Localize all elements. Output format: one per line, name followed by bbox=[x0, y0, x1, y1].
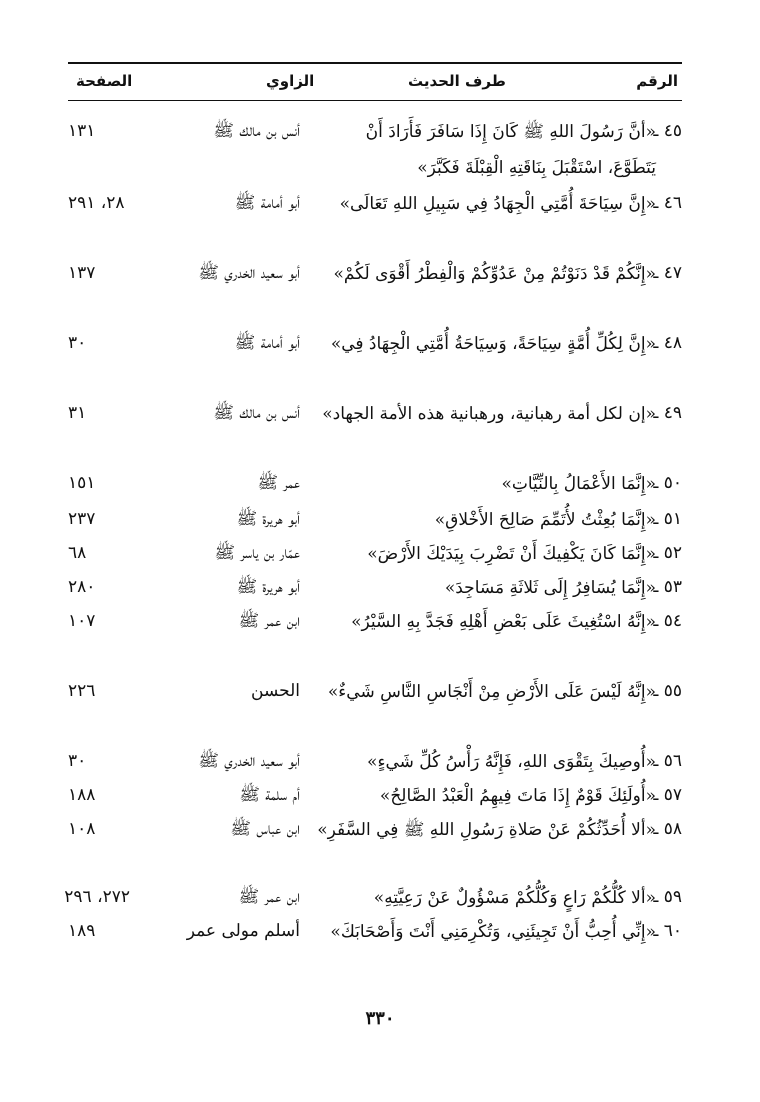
row-number: ٤٦ ـ bbox=[653, 193, 682, 213]
narrator: أبو أمامة ﷺ bbox=[234, 193, 300, 213]
hadith-text: «إِنَّمَا بُعِثْتُ لأُتَمِّمَ صَالِحَ الأَخْلاقِ» bbox=[434, 510, 656, 530]
narrator: أبو سعيد الخدري ﷺ bbox=[198, 263, 300, 283]
page-ref: ٢٨٠ bbox=[68, 577, 96, 597]
narrator: ابن عمر ﷺ bbox=[238, 887, 300, 907]
row-number: ٥٩ ـ bbox=[653, 887, 682, 907]
row-number: ٥٧ ـ bbox=[653, 785, 682, 805]
page-ref: ١٨٩ bbox=[68, 921, 96, 941]
hadith-text: «إِنَّمَا يُسَافِرُ إِلَى ثَلاثَةِ مَسَاجِدَ» bbox=[444, 578, 656, 598]
narrator: أنس بن مالك ﷺ bbox=[213, 121, 300, 141]
page-ref: ٣١ bbox=[68, 403, 87, 423]
row-number: ٤٧ ـ bbox=[653, 263, 682, 283]
narrator: أبو هريرة ﷺ bbox=[236, 509, 300, 529]
page-ref: ٢٨، ٢٩١ bbox=[68, 193, 125, 213]
narrator: ابن عباس ﷺ bbox=[230, 819, 300, 839]
row-number: ٦٠ ـ bbox=[653, 921, 682, 941]
header-number: الرقم bbox=[636, 72, 678, 90]
row-number: ٤٨ ـ bbox=[653, 333, 682, 353]
hadith-text: «إِنَّمَا الأَعْمَالُ بِالنِّيَّاتِ» bbox=[501, 474, 656, 494]
hadith-text: «أُوصِيكَ بِتَقْوَى اللهِ، فَإِنَّهُ رَأْسُ كُلِّ شَيءٍ» bbox=[367, 752, 656, 772]
row-number: ٥٢ ـ bbox=[653, 543, 682, 563]
hadith-text: «أنَّ رَسُولَ اللهِ ﷺ كَانَ إِذَا سَافَرَ فَأَرَادَ أَنْ يَتَطَوَّعَ، اسْتَقْبَلَ بِنَاقَتِهِ الْقِبْلَةَ فَكَبَّرَ» bbox=[365, 122, 656, 178]
page-ref: ١٠٨ bbox=[68, 819, 96, 839]
row-number: ٥١ ـ bbox=[653, 509, 682, 529]
hadith-text: «إِنَّكُمْ قَدْ دَنَوْتُمْ مِنْ عَدُوِّكُمْ وَالْفِطْرُ أَقْوَى لَكُمْ» bbox=[333, 264, 656, 284]
hadith-text: «ألا كُلُّكُمْ رَاعٍ وَكُلُّكُمْ مَسْؤُولٌ عَنْ رَعِيَّتِهِ» bbox=[373, 888, 656, 908]
row-number: ٥٦ ـ bbox=[653, 751, 682, 771]
header-hadith-text: طرف الحديث bbox=[408, 72, 506, 90]
narrator: عمر ﷺ bbox=[257, 473, 300, 493]
row-number: ٥٠ ـ bbox=[653, 473, 682, 493]
hadith-text: «إن لكل أمة رهبانية، ورهبانية هذه الأمة الجهاد» bbox=[322, 404, 656, 424]
page-ref: ١٣١ bbox=[68, 121, 96, 141]
header-narrator: الزاوي bbox=[266, 72, 315, 90]
narrator: ابن عمر ﷺ bbox=[238, 611, 300, 631]
row-number: ٥٨ ـ bbox=[653, 819, 682, 839]
table-header bbox=[68, 62, 682, 101]
row-number: ٤٩ ـ bbox=[653, 403, 682, 423]
hadith-text: «إِنَّمَا كَانَ يَكْفِيكَ أَنْ تَضْرِبَ بِيَدَيْكَ الأَرْضَ» bbox=[367, 544, 656, 564]
page-ref: ١٣٧ bbox=[68, 263, 96, 283]
hadith-text: «إِنَّ لِكُلِّ أُمَّةٍ سِيَاحَةً، وَسِيَاحَةُ أُمَّتِي الْجِهَادُ فِي» bbox=[330, 334, 656, 354]
narrator: أبو أمامة ﷺ bbox=[234, 333, 300, 353]
row-number: ٤٥ ـ bbox=[653, 121, 682, 141]
hadith-text: «إِنَّهُ اسْتُغِيثَ عَلَى بَعْضِ أَهْلِهِ فَجَدَّ بِهِ السَّيْرُ» bbox=[351, 612, 656, 632]
narrator: أم سلمة ﷺ bbox=[239, 785, 300, 805]
page-ref: ١٨٨ bbox=[68, 785, 96, 805]
page-number: ٣٣٠ bbox=[365, 1008, 395, 1029]
narrator: أسلم مولى عمر bbox=[186, 921, 300, 941]
row-number: ٥٣ ـ bbox=[653, 577, 682, 597]
hadith-text: «ألا أُحَدِّثُكُمْ عَنْ صَلاةِ رَسُولِ اللهِ ﷺ فِي السَّفَرِ» bbox=[317, 820, 656, 840]
narrator: أبو سعيد الخدري ﷺ bbox=[198, 751, 300, 771]
hadith-text: «إِنَّ سِيَاحَةَ أُمَّتِي الْجِهَادُ فِي سَبِيلِ اللهِ تَعَالَى» bbox=[339, 194, 656, 214]
narrator: عمّار بن ياسر ﷺ bbox=[214, 543, 300, 563]
row-number: ٥٤ ـ bbox=[653, 611, 682, 631]
page-ref: ٣٠ bbox=[68, 333, 87, 353]
page-ref: ٢٣٧ bbox=[68, 509, 96, 529]
page-ref: ٢٢٦ bbox=[68, 681, 96, 701]
page-ref: ٦٨ bbox=[68, 543, 87, 563]
page-ref: ١٠٧ bbox=[68, 611, 96, 631]
narrator: الحسن bbox=[251, 681, 300, 701]
page-ref: ١٥١ bbox=[68, 473, 96, 493]
narrator: أنس بن مالك ﷺ bbox=[213, 403, 300, 423]
page-ref: ٢٧٢، ٢٩٦ bbox=[64, 887, 130, 907]
hadith-text: «إِنَّهُ لَيْسَ عَلَى الأَرْضِ مِنْ أَنْجَاسِ النَّاسِ شَيءٌ» bbox=[327, 682, 656, 702]
row-number: ٥٥ ـ bbox=[653, 681, 682, 701]
narrator: أبو هريرة ﷺ bbox=[236, 577, 300, 597]
header-page: الصفحة bbox=[76, 72, 133, 90]
page-ref: ٣٠ bbox=[68, 751, 87, 771]
hadith-text: «إِنِّي أُحِبُّ أَنْ تَجِيئَنِي، وَتُكْرِمَنِي أَنْتَ وَأَصْحَابَكَ» bbox=[330, 922, 656, 942]
hadith-text: «أُولَئِكَ قَوْمٌ إِذَا مَاتَ فِيهِمُ الْعَبْدُ الصَّالِحُ» bbox=[379, 786, 656, 806]
